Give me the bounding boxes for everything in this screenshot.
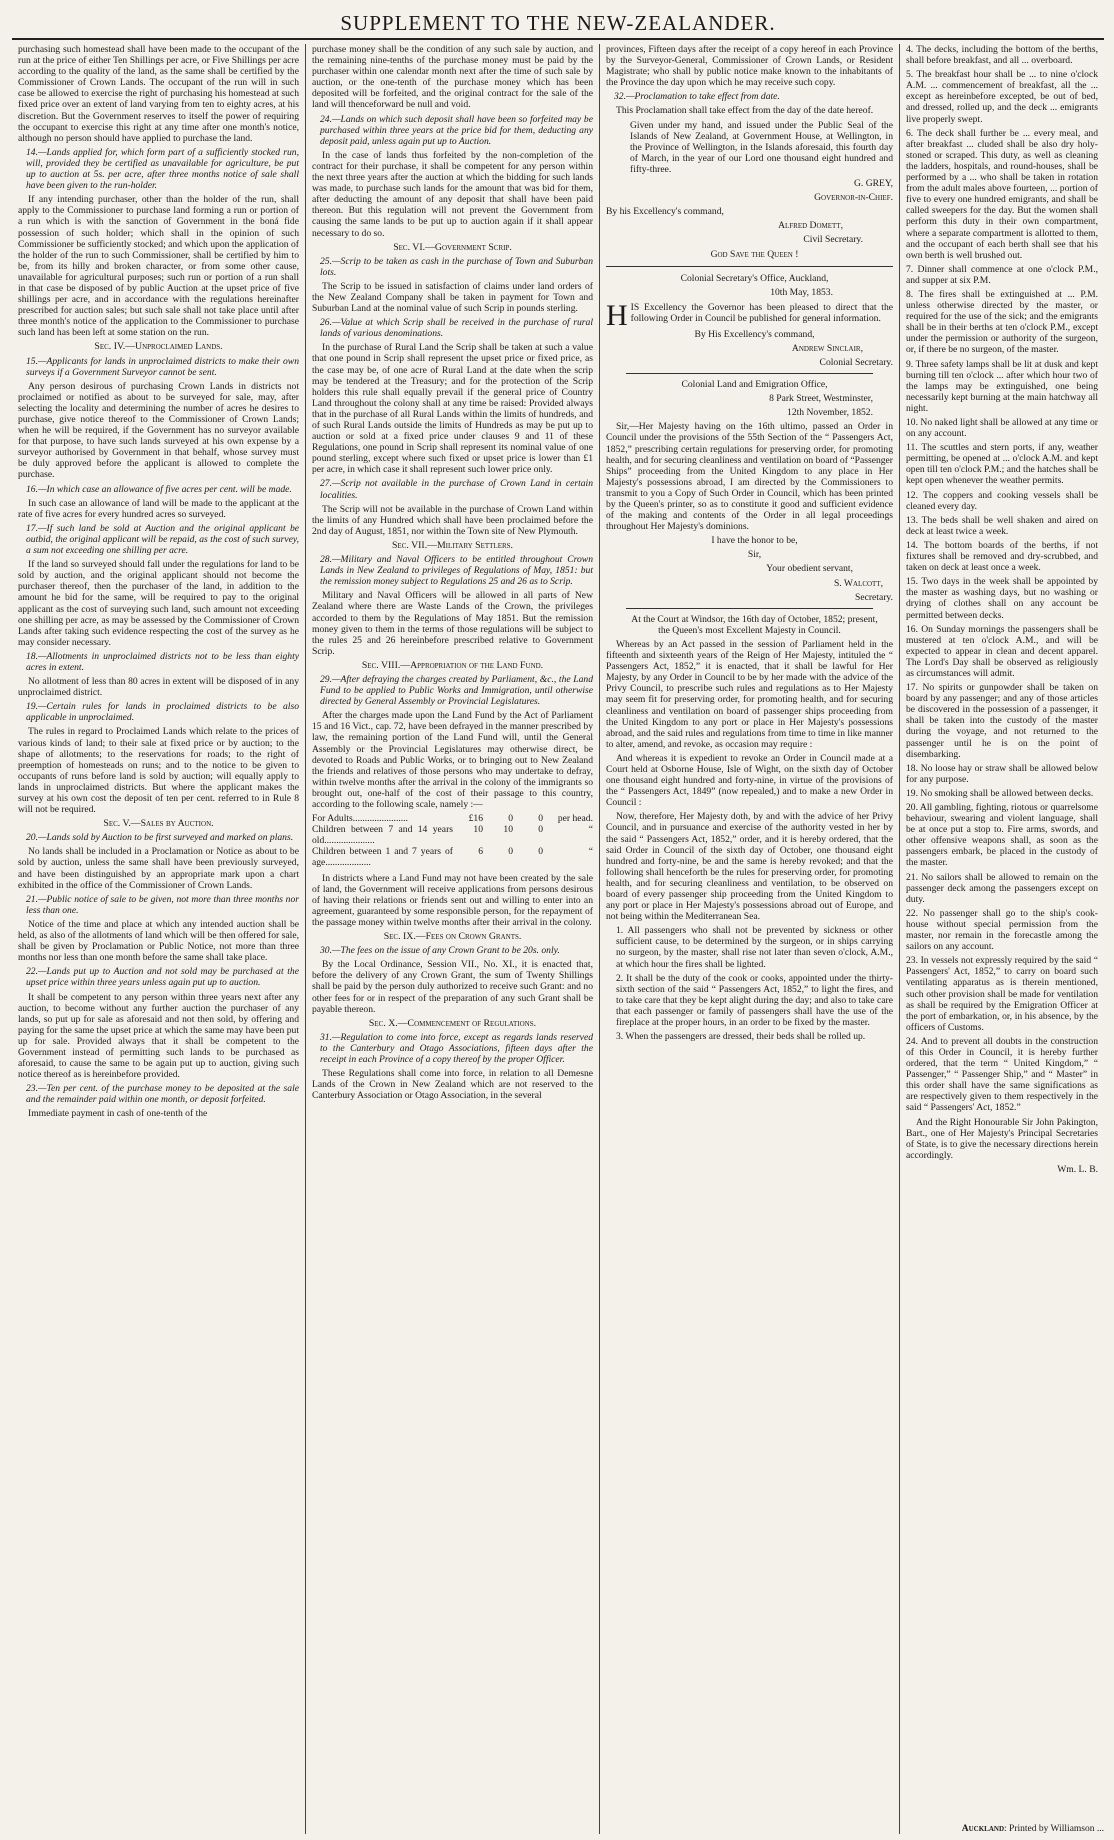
section-heading: Sec. VIII.—Appropriation of the Land Fund. [361, 659, 544, 671]
rule-heading: 30.—The fees on the issue of any Crown Grant to be 20s. only. [320, 945, 560, 957]
signature: G. GREY, [853, 178, 893, 190]
order-rule: 19. No smoking shall be allowed between decks. [906, 787, 1094, 799]
paragraph: After the charges made upon the Land Fund by the Act of Parliament 15 and 16 Vict., cap. 72, have been defrayed in the manner prescribed by law, the remaining portion of the Land Fund will, until the General Assembly or the Provincial Legislatures may otherwise direct, be devoted to Roads and Public Works, or to bringing out to New Zealand the friends and relatives of those persons who may undertake to defray, within twelve months after the arrival in the colony of the immigrants so brought out, one-half of the cost of their passage to this country, according to the following scale, namely :— [312, 710, 593, 810]
order-rule: 10. No naked light shall be allowed at any time or on any account. [906, 417, 1098, 440]
paragraph: If the land so surveyed should fall under the regulations for land to be sold by auction, and the original applicant should not become the purchaser thereof, then the purchaser of the land, in addition to the amount he bid for the same, will be required to pay to the original applicant as the cost of surveying such land, such amount not exceeding one shilling per acre, as may be assessed by the Commissioner of Crown Lands after taking such evidence respecting the cost of the survey as he may consider necessary. [18, 559, 299, 648]
divider [626, 608, 873, 609]
paragraph: These Regulations shall come into force, in relation to all Demesne Lands of the Crown in New Zealand which are not reserved to the Canterbury Association or Otago Association, in the several [312, 1068, 593, 1102]
table-row [312, 846, 593, 868]
rule-heading: 31.—Regulation to come into force, except as regards lands reserved to the Canterbury and Otago Associations, fifteen days after the receipt in each Province of a copy thereof by the proper Officer. [320, 1031, 593, 1065]
section-heading: Sec. V.—Sales by Auction. [103, 818, 214, 830]
scale-pence: 0 [538, 846, 543, 858]
paragraph: purchase money shall be the condition of any such sale by auction, and the remaining nine-tenths of the purchase money must be paid by the purchaser within one calendar month next after the time of such sale by auction, or the one-tenth of the purchase money which has been deposited will be forfeited, and the original contract for the sale of the land will thenceforward be null and void. [312, 44, 593, 111]
rule-heading: 15.—Applicants for lands in unproclaimed districts to make their own surveys if a Government Surveyor cannot be sent. [26, 355, 299, 378]
column-2 [306, 44, 600, 1834]
paragraph-text: IS Excellency the Governor has been pleased to direct that the following Order in Council be published for general information. [630, 301, 893, 324]
rule-heading: 28.—Military and Naval Officers to be entitled throughout Crown Lands in New Zealand to privileges of Regulations of May, 1851: but the remission money subject to Regulations 25 and 26 as to Scrip. [320, 554, 593, 588]
rule-heading: 24.—Lands on which such deposit shall have been so forfeited may be purchased within three years at the price bid for them, deducting any deposit paid, unless again put up to Auction. [320, 113, 593, 147]
paragraph: Notice of the time and place at which any intended auction shall be held, as also of the allotments of land which will be then offered for sale, shall be given by Proclamation or Public Notice, not more than three months nor less than one month before the same shall take place. [18, 918, 299, 964]
order-rule: 1. All passengers who shall not be prevented by sickness or other sufficient cause, to be determined by the surgeon, or in ships carrying no surgeon, by the master, shall rise not later than seven o'clock, A.M., at which hour the fires shall be lighted. [616, 925, 893, 970]
order-rule: 17. No spirits or gunpowder shall be taken on board by any passenger; and any of those articles be discovered in the possession of a passenger, it shall be taken into the custody of the master during the voyage, and not returned to the passenger until he is on the point of disembarking. [906, 682, 1098, 760]
printer-footer [962, 1824, 1104, 1834]
scale-pence: 0 [538, 824, 543, 836]
rule-heading: 23.—Ten per cent. of the purchase money to be deposited at the sale and the remainder paid within one month, or deposit forfeited. [26, 1083, 299, 1106]
paragraph: Immediate payment in cash of one-tenth of the [28, 1108, 208, 1120]
drop-cap: H [606, 298, 628, 332]
paragraph: The Scrip will not be available in the purchase of Crown Land within the limits of any Hundred which shall have been proclaimed before the 2nd day of August, 1851, nor within the Town site of New Plymouth. [312, 503, 593, 537]
scale-label: For Adults....................... [312, 813, 408, 825]
paragraph: No lands shall be included in a Proclamation or Notice as about to be sold by auction, unless the same shall have been previously surveyed, and have been distinguished by an appropriate mark upon a chart exhibited in the office of the Commissioner of Crown Lands. [18, 846, 299, 891]
signature: S. Walcott, [833, 577, 883, 589]
closing-line: Your obedient servant, [766, 563, 853, 575]
scale-pounds: £16 [468, 813, 483, 825]
paragraph: In the case of lands thus forfeited by the non-completion of the contract for their purchase, it shall be competent for any person within the next three years after the auction at which the bidding for such lands was made, to purchase such lands for the amount that was bid for them, after deducting the amount of any deposit that shall have been paid thereon. But this regulation will not prevent the Government from causing the same lands to be put up to auction again if it shall appear necessary to do so. [312, 149, 593, 239]
scale-note: “ [588, 846, 593, 858]
scale-pence: 0 [538, 813, 543, 825]
order-rule: 12. The coppers and cooking vessels shall be cleaned every day. [906, 489, 1098, 512]
paragraph: And whereas it is expedient to revoke an Order in Council made at a Court held at Osborne House, Isle of Wight, on the sixth day of October one thousand eight hundred and forty-nine, in virtue of the provisions of the “ Passengers Act, 1849” (now repealed,) and to make a new Order in Council : [606, 752, 893, 809]
order-rule: 20. All gambling, fighting, riotous or quarrelsome behaviour, swearing and violent language, shall be at once put a stop to. Fire arms, swords, and other offensive weapons shall, as soon as the passengers embark, be placed in the custody of the master. [906, 802, 1098, 869]
order-rule: 22. No passenger shall go to the ship's cook-house without special permission from the master, nor remain in the forecastle among the sailors on any account. [906, 907, 1098, 953]
signature-title: Secretary. [855, 591, 893, 603]
section-heading: Sec. IX.—Fees on Crown Grants. [383, 931, 522, 943]
order-rule: 18. No loose hay or straw shall be allowed below for any purpose. [906, 762, 1098, 785]
rule-heading: 27.—Scrip not available in the purchase of Crown Land in certain localities. [320, 478, 593, 501]
section-heading: Sec. VII.—Military Settlers. [391, 539, 513, 551]
scale-pounds: 6 [478, 846, 483, 858]
paragraph: Whereas by an Act passed in the session of Parliament held in the fifteenth and sixteenth years of the Reign of Her Majesty, intituled the “ Passengers Act, 1852,” it is enacted, that it shall be lawful for Her Majesty, by any Order in Council to be by her made with the advice of the Privy Council, to prescribe such rules and regulations as to Her Majesty may seem fit for preserving order, for promoting health, and for securing cleanliness and ventilation on board of passenger ships proceeding from the United Kingdom to any port or place in Her Majesty's possessions abroad, and the said rules and regulations from time to time in like manner to alter, amend, and revoke, as occasion may require : [606, 638, 893, 750]
order-rule: 24. And to prevent all doubts in the construction of this Order in Council, it is hereby further ordered, that the term “ United Kingdom,” “ Passenger,” “ Passenger Ship,” and “ Master” in this order shall have the same significations as are respectively given to them respectively in the said “ Passengers' Act, 1852.” [906, 1035, 1098, 1114]
rule-heading: 20.—Lands sold by Auction to be first surveyed and marked on plans. [26, 832, 294, 844]
paragraph: By the Local Ordinance, Session VII., No. XI., it is enacted that, before the delivery of any Crown Grant, the sum of Twenty Shillings shall be paid by the person duly authorized to receive such Grant: and no other fees for or in respect of the preparation of any such Grant shall be payable thereon. [312, 959, 593, 1015]
order-rule: 16. On Sunday mornings the passengers shall be mustered at ten o'clock A.M., and will be expected to appear in clean and decent apparel. The Lord's Day shall be observed as religiously as circumstances will admit. [906, 623, 1098, 679]
paragraph: The Scrip to be issued in satisfaction of claims under land orders of the New Zealand Company shall be taken in payment for Town and Suburban Land at the nominal value of such Scrip in pounds sterling. [312, 280, 593, 315]
scale-note: “ [588, 824, 593, 836]
given-clause: Given under my hand, and issued under the Public Seal of the Islands of New Zealand, at Government House, at Wellington, in the Province of Wellington, in the Islands aforesaid, this fourth day of March, in the year of our Lord one thousand eight hundred and fifty-three. [630, 119, 893, 175]
paragraph: Sir,—Her Majesty having on the 16th ultimo, passed an Order in Council under the provisions of the 55th Section of the “ Passengers Act, 1852,” prescribing certain regulations for preserving order, for promoting health, and for securing cleanliness and ventilation on board of “Passenger Ships” proceeding from the United Kingdom to any place in Her Majesty's possessions abroad, I am directed by the Commissioners to transmit to you a Copy of Such Order in Council, which has been printed by the Queen's printer, so as to constitute it good and sufficient evidence of the making and contents of the Order in all legal proceedings throughout Her Majesty's dominions. [606, 421, 893, 533]
rule-heading: 14.—Lands applied for, which form part of a sufficiently stocked run, will, provided they be certified as unavailable for agriculture, be put up to auction at 5s. per acre, after three months notice of sale shall have been given to the run-holder. [26, 146, 299, 192]
scale-shillings: 0 [508, 846, 513, 858]
order-rule: 3. When the passengers are dressed, their beds shall be rolled up. [616, 1031, 866, 1043]
column-3 [600, 44, 900, 1834]
order-rule: 7. Dinner shall commence at one o'clock P.M., and supper at six P.M. [906, 263, 1098, 286]
rule-heading: 22.—Lands put up to Auction and not sold may be purchased at the upset price within three years unless again put up to auction. [26, 966, 299, 989]
order-rule: 11. The scuttles and stern ports, if any, weather permitting, be opened at ... o'clock A.M. and kept open till ten o'clock P.M.; and the hatches shall be kept open whenever the weather permits. [906, 442, 1098, 487]
closing-line: Sir, [747, 549, 762, 561]
date-line: 12th November, 1852. [787, 407, 873, 419]
office-line: Colonial Land and Emigration Office, [681, 379, 828, 391]
closing-signature: Wm. L. B. [1057, 1163, 1098, 1175]
rule-heading: 19.—Certain rules for lands in proclaimed districts to be also applicable in unproclaimed. [26, 701, 299, 724]
paragraph: This Proclamation shall take effect from the day of the date hereof. [616, 105, 874, 117]
address-line: 8 Park Street, Westminster, [769, 393, 873, 405]
scale-shillings: 10 [503, 824, 513, 836]
signature: Alfred Domett, [778, 220, 843, 232]
section-heading: Sec. IV.—Unproclaimed Lands. [94, 341, 223, 353]
paragraph: Any person desirous of purchasing Crown Lands in districts not proclaimed or notified as about to be surveyed for sale, may, after selecting the locality and determining the number of acres he desires to purchase, give notice thereof to the Commissioner of Crown Lands; when he will be required, if the Government has no surveyor available for that purpose, to have such lands surveyed at his own expense by a surveyor authorised by Government in that behalf, whose survey must be duly approved before the applicant is allowed to complete the purchase. [18, 380, 299, 481]
signature-title: Civil Secretary. [803, 234, 863, 246]
signature-title: Colonial Secretary. [819, 356, 893, 368]
office-line: Colonial Secretary's Office, Auckland, [680, 272, 829, 284]
signature-title: Governor-in-Chief. [814, 192, 893, 204]
rule-heading: 32.—Proclamation to take effect from date. [614, 91, 780, 103]
paragraph: purchasing such homestead shall have been made to the occupant of the run at the price of either Ten Shillings per acre, or Five Shillings per acre according to the quality of the land, as the same shall be certified by the Commissioner of Crown Lands. The occupant of the run will in such case be allowed to exercise the right of purchasing his homestead at such fixed price over an extent of land varying from ten to eighty acres, at his discretion. But the Government reserves to itself the power of requiring the occupant to exercise this right at any time after one month's notice, although no person should have applied to purchase the land. [18, 44, 299, 144]
column-4 [900, 44, 1104, 1834]
paragraph: Now, therefore, Her Majesty doth, by and with the advice of her Privy Council, and in pursuance and exercise of the authority vested in her by the said “ Passengers Act, 1852,” order, and it is hereby ordered, that the said Order in Council of the sixth day of October, one thousand eight hundred and forty-nine, be and the same is hereby revoked; and that the following shall henceforth be the rules for preserving order, for promoting health, and for securing cleanliness and ventilation, to be observed on board of every passenger ship proceeding from the United Kingdom to any port or place in Her Majesty's possessions abroad out of Europe, and not being within the Mediterranean Sea. [606, 811, 893, 923]
paragraph: In such case an allowance of land will be made to the applicant at the rate of five acres for every hundred acres so surveyed. [18, 497, 299, 520]
paragraph: No allotment of less than 80 acres in extent will be disposed of in any unproclaimed district. [18, 676, 299, 699]
paragraph: It shall be competent to any person within three years next after any auction, to become without any further auction the purchaser of any lands, so put up for sale as aforesaid and not then sold, by offering and paying for the same the upset price at which the same may have been put up for sale. Provided always that it shall be competent to the Government instead of permitting such lands to be purchased as aforesaid, to cause the same to be again put up to auction, giving such notice thereof as is hereinbefore provided. [18, 991, 299, 1081]
divider [626, 373, 873, 374]
masthead-title: SUPPLEMENT TO THE NEW-ZEALANDER. [12, 8, 1104, 40]
paragraph: In districts where a Land Fund may not have been created by the sale of land, the Government will receive applications from persons desirous of having their relations or friends sent out and willing to enter into an agreement, guaranteed by some responsible person, for the repayment of the passage money within twelve months after their arrival in the colony. [312, 872, 593, 928]
scale-note: per head. [557, 813, 593, 825]
order-rule: 6. The deck shall further be ... every meal, and after breakfast ... cluded shall be also dry holy-stoned or scraped. This duty, as well as cleaning the ladders, hospitals, and round-houses, shall be performed by a ... who shall be taken in rotation from the adult males above fourteen, ... portion of five to every one hundred emigrants, and shall be called sweepers for the day. But the women shall perform this duty in their own compartment, where a separate compartment is allotted to them, and the occupant of each berth shall see that his own berth is well brushed out. [906, 127, 1098, 261]
court-line: At the Court at Windsor, the 16th day of October, 1852; present, the Queen's most Excellent Majesty in Council. [631, 613, 878, 636]
paragraph: Military and Naval Officers will be allowed in all parts of New Zealand where there are Waste Lands of the Crown, the privileges accorded to them by the Regulations of May 1851. But the remission money given to them in the terms of those regulations will be subject to the rules 25 and 26 hereinbefore prescribed relative to Government Scrip. [312, 590, 593, 657]
columns [12, 44, 1104, 1834]
closing-paragraph: And the Right Honourable Sir John Pakington, Bart., one of Her Majesty's Principal Secretaries of State, is to give the necessary directions herein accordingly. [906, 1116, 1098, 1161]
paragraph: provinces, Fifteen days after the receipt of a copy hereof in each Province by the Surveyor-General, Commissioner of Crown Lands, or Resident Magistrate; who shall by public notice make known to the inhabitants of the Province the day upon which he may receive such copy. [606, 44, 893, 89]
rule-heading: 16.—In which case an allowance of five acres per cent. will be made. [26, 483, 292, 495]
passage-scale-table [312, 813, 593, 868]
command-line: By his Excellency's command, [606, 206, 724, 218]
paragraph: If any intending purchaser, other than the holder of the run, shall apply to the Commissioner to purchase land forming a run or portion of a run which is with the sanction of Government in the boná fide possession of such holder; which shall in the opinion of such Commissioner be sufficiently stocked; and which upon the application of the holder of the run to such Commissioner, shall be certified by him to be, from its hilly and broken character, or from some other cause, unavailable for agricultural purposes; such run or portion of a run shall in that case be disposed of by public Auction at the upset price of five shillings per acre, and in accordance with the regulations hereinafter prescribed for auction sales; but such sale shall not take place until after three month's notice of the application to the Commissioner to purchase such land has been left at some station on the run. [18, 194, 299, 339]
rule-heading: 26.—Value at which Scrip shall be received in the purchase of rural lands of various denominations. [320, 317, 593, 340]
order-rule: 4. The decks, including the bottom of the berths, shall before breakfast, and all ... overboard. [906, 44, 1098, 67]
order-rule: 2. It shall be the duty of the cook or cooks, appointed under the thirty-sixth section of the said “ Passengers Act, 1852,” to light the fires, and to take care that they be kept alight during the day; and also to take care that each passenger or family of passengers shall have the use of the fireplace at the proper hours, in an order to be fixed by the master. [616, 972, 893, 1029]
section-heading: Sec. X.—Commencement of Regulations. [368, 1017, 537, 1029]
scale-label: Children between 1 and 7 years of age................... [312, 846, 453, 869]
rule-heading: 21.—Public notice of sale to be given, not more than three months nor less than one. [26, 893, 299, 916]
footer-label: Auckland [961, 1824, 1005, 1834]
footer-text: : Printed by Williamson ... [1004, 1824, 1104, 1834]
paragraph: The rules in regard to Proclaimed Lands which relate to the prices of various kinds of land; to their sale at fixed price or by auction; to the shape of allotments; to the reservations for roads; to the right of preemption of homesteads on runs; and to the notice to be given to occupants of runs before land is sold by auction; will equally apply to lands in unproclaimed districts. But where the applicant makes the survey at his own cost the deposit of ten per cent. referred to in Rule 8 will not be required. [18, 726, 299, 816]
order-rule: 15. Two days in the week shall be appointed by the master as washing days, but no washing or drying of clothes shall on any account be permitted between decks. [906, 576, 1098, 621]
rule-heading: 25.—Scrip to be taken as cash in the purchase of Town and Suburban lots. [320, 255, 593, 278]
rule-heading: 18.—Allotments in unproclaimed districts not to be less than eighty acres in extent. [26, 650, 299, 673]
column-1 [12, 44, 306, 1834]
paragraph: In the purchase of Rural Land the Scrip shall be taken at such a value that one pound in Scrip shall represent the upset price or fixed price, as the case may be, of one acre of Rural Land at the date when the scrip may be tendered at the Treasury; and for the protection of the Scrip holders this rule shall equally prevail if the general price of Country Land throughout the colony shall at any time be raised: Provided always that in the purchase of all Rural Lands within the limits of hundreds, and of such Rural Lands outside the limits of Hundreds as may be put up to auction or sold at a fixed price under clauses 9 and 11 of these Regulations, one pound in Scrip shall represent its nominal value of one pound sterling, except where such fixed or upset price is lower than £1 per acre, in which case it shall represent such lower price only. [312, 342, 593, 476]
order-rule: 21. No sailors shall be allowed to remain on the passenger deck among the passengers except on duty. [906, 871, 1098, 905]
scale-label: Children between 7 and 14 years old..................... [312, 824, 453, 847]
scale-shillings: 0 [508, 813, 513, 825]
closing-line: I have the honor to be, [711, 535, 798, 547]
signature: Andrew Sinclair, [791, 342, 863, 354]
paragraph [606, 298, 893, 332]
order-rule: 8. The fires shall be extinguished at ... P.M. unless otherwise directed by the master, or required for the use of the sick; and the emigrants shall be in their berths at ten o'clock P.M., except under the permission or authority of the surgeon, or, if there be no surgeon, of the master. [906, 288, 1098, 356]
god-save-the-queen: God Save the Queen ! [710, 248, 799, 260]
order-rule: 23. In vessels not expressly required by the said “ Passengers' Act, 1852,” to carry on board such ventilating apparatus as is therein mentioned, such other provision shall be made for ventilation as shall be required by the Emigration Officer at the port of embarkation, or, in his absence, by the officers of Customs. [906, 955, 1098, 1033]
order-rule: 13. The beds shall be well shaken and aired on deck at least twice a week. [906, 514, 1098, 537]
order-rule: 5. The breakfast hour shall be ... to nine o'clock A.M. ... commencement of breakfast, all the ... except as hereinbefore excepted, be out of bed, and dressed, rolled up, and the deck ... emigrants live properly swept. [906, 69, 1098, 125]
rule-heading: 29.—After defraying the charges created by Parliament, &c., the Land Fund to be applied to Public Works and Immigration, until otherwise directed by General Assembly or Provincial Legislatures. [320, 673, 593, 708]
command-line: By His Excellency's command, [694, 328, 815, 340]
section-heading: Sec. VI.—Government Scrip. [393, 241, 512, 253]
date-line: 10th May, 1853. [770, 286, 833, 298]
table-row [312, 824, 593, 846]
table-row [312, 813, 593, 824]
divider [606, 266, 893, 267]
order-rule: 9. Three safety lamps shall be lit at dusk and kept burning till ten o'clock ... after which hour two of the lamps may be extinguished, one being necessarily kept burning at the main hatchway all night. [906, 358, 1098, 414]
order-rule: 14. The bottom boards of the berths, if not fixtures shall be removed and dry-scrubbed, and taken on deck at least once a week. [906, 539, 1098, 574]
rule-heading: 17.—If such land be sold at Auction and the original applicant be outbid, the original applicant will be repaid, as the cost of such survey, a sum not exceeding one shilling per acre. [26, 522, 299, 557]
scale-pounds: 10 [473, 824, 483, 836]
